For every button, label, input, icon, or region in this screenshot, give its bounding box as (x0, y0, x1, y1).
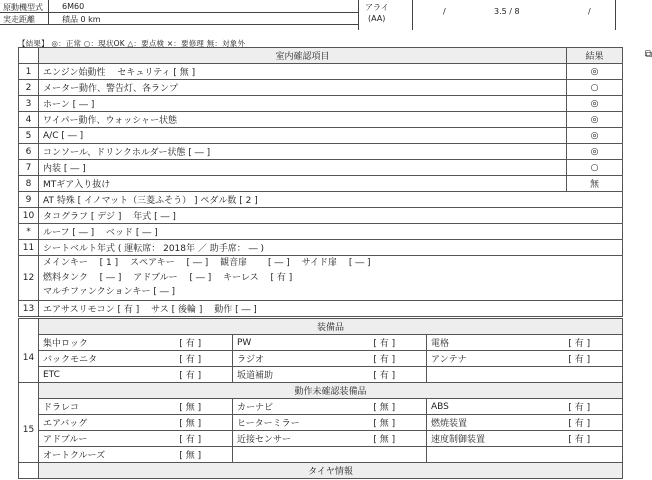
equipment-value (537, 367, 623, 383)
row-number: 7 (19, 160, 39, 176)
row-text: エアサスリモコン [ 有 ] サス [ 後輪 ] 動作 [ ― ] (39, 301, 623, 317)
equipment-value: [ 有 ] (537, 415, 623, 431)
row-result: ◎ (567, 64, 623, 80)
row-result: ◎ (567, 112, 623, 128)
row-text: 内装 [ ― ] (39, 160, 567, 176)
equipment-name: ABS (427, 399, 537, 415)
equipment-name: ドラレコ (39, 399, 149, 415)
equipment-value: [ 無 ] (343, 399, 427, 415)
row-text: メーター動作、警告灯、各ランプ (39, 80, 567, 96)
equipment-value: [ 有 ] (537, 399, 623, 415)
equipment-row (19, 351, 623, 367)
equipment-value: [ 有 ] (149, 431, 233, 447)
check-row (19, 301, 623, 317)
equipment-value: [ 有 ] (343, 367, 427, 383)
equipment-name: 坂道補助 (233, 367, 343, 383)
row-text: ルーフ [ ― ] ベッド [ ― ] (39, 224, 623, 240)
unverified-title: 動作未確認装備品 (39, 383, 623, 399)
row-number: 2 (19, 80, 39, 96)
equipment-row (19, 335, 623, 351)
row-number: 10 (19, 208, 39, 224)
row-text: コンソール、ドリンクホルダー状態 [ ― ] (39, 144, 567, 160)
equipment-name: アンテナ (427, 351, 537, 367)
equipment-name: ラジオ (233, 351, 343, 367)
equipment-row (19, 367, 623, 383)
mileage-label: 実走距離 (3, 15, 35, 24)
equipment-name: 燃焼装置 (427, 415, 537, 431)
equipment-value: [ 無 ] (149, 415, 233, 431)
check-row (19, 80, 623, 96)
tire-title: タイヤ情報 (39, 463, 623, 479)
equipment-value: [ 有 ] (537, 351, 623, 367)
row-text: ホーン [ ― ] (39, 96, 567, 112)
header-result-label: 結果 (585, 52, 604, 62)
row-number: 11 (19, 240, 39, 256)
check-row (19, 144, 623, 160)
dry-label: アライ (365, 3, 389, 12)
unverified-row (19, 431, 623, 447)
equipment-value: [ 無 ] (343, 415, 427, 431)
equipment-table (18, 318, 623, 383)
equipment-name: 電格 (427, 335, 537, 351)
equipment-name: バックモニタ (39, 351, 149, 367)
row-number: 14 (19, 335, 39, 383)
dry-sub: (AA) (368, 14, 386, 23)
copy-icon[interactable]: ⧉ (644, 49, 652, 60)
equipment-name: 近接センサー (233, 431, 343, 447)
row-number: 1 (19, 64, 39, 80)
equipment-name: オートクルーズ (39, 447, 149, 463)
row-number: 8 (19, 176, 39, 192)
equipment-name (233, 447, 343, 463)
check-row (19, 224, 623, 240)
equipment-name: エアバッグ (39, 415, 149, 431)
unverified-row (19, 415, 623, 431)
equipment-name: ヒーターミラー (233, 415, 343, 431)
row-result: ◎ (567, 144, 623, 160)
equipment-name: アドブルー (39, 431, 149, 447)
interior-check-table (18, 47, 652, 317)
check-row (19, 96, 623, 112)
check-row (19, 240, 623, 256)
row-number: 4 (19, 112, 39, 128)
equipment-value: [ 有 ] (149, 335, 233, 351)
tire-info-table (18, 462, 623, 479)
equipment-value: [ 無 ] (149, 399, 233, 415)
row-result: ◎ (567, 128, 623, 144)
row-text: MTギア入り抜け (39, 176, 567, 192)
engine-label: 原動機型式 (3, 3, 43, 12)
key-row (19, 256, 623, 301)
row-result: 無 (567, 176, 623, 192)
equipment-name: 速度制御装置 (427, 431, 537, 447)
key-line-2: 燃料タンク [ ― ] アドブルー [ ― ] キーレス [ 有 ] (43, 272, 293, 283)
equipment-name: ETC (39, 367, 149, 383)
equipment-name (427, 447, 537, 463)
equipment-name: PW (233, 335, 343, 351)
dry-slash-1: / (443, 7, 446, 16)
header-result (567, 48, 652, 64)
check-row (19, 208, 623, 224)
equipment-value: [ 有 ] (343, 351, 427, 367)
row-result: ○ (567, 160, 623, 176)
check-row (19, 160, 623, 176)
row-number: 9 (19, 192, 39, 208)
row-number: * (19, 224, 39, 240)
unverified-row (19, 399, 623, 415)
equipment-name (427, 367, 537, 383)
key-line-3: マルチファンクションキー [ ― ] (43, 287, 176, 298)
equipment-value: [ 有 ] (537, 335, 623, 351)
legend: 【結果】 ◎：正常 ○：現状OK △：要点検 ×：要修理 無：対象外 (18, 39, 246, 48)
unverified-row (19, 447, 623, 463)
equipment-value: [ 有 ] (537, 431, 623, 447)
check-row (19, 176, 623, 192)
equipment-title: 装備品 (39, 319, 623, 335)
row-result: ○ (567, 80, 623, 96)
mileage-value: 積品 0 km (62, 15, 101, 24)
row-text: ワイパー動作、ウォッシャー状態 (39, 112, 567, 128)
unverified-equipment-table (18, 382, 623, 463)
row-result: ◎ (567, 96, 623, 112)
check-row (19, 128, 623, 144)
equipment-value: [ 有 ] (149, 351, 233, 367)
row-number: 15 (19, 399, 39, 463)
row-text: タコグラフ [ デジ ] 年式 [ ― ] (39, 208, 623, 224)
check-row (19, 112, 623, 128)
row-number: 12 (19, 256, 39, 301)
check-row (19, 192, 623, 208)
row-text: シートベルト年式 ( 運転席： 2018年 ／ 助手席： ― ) (39, 240, 623, 256)
header-title: 室内確認項目 (39, 48, 567, 64)
row-text: AT 特殊 [ イノマット（三菱ふそう） ] ペダル数 [ 2 ] (39, 192, 623, 208)
engine-value: 6M60 (62, 2, 85, 11)
row-number: 3 (19, 96, 39, 112)
row-text: A/C [ ― ] (39, 128, 567, 144)
equipment-name: 集中ロック (39, 335, 149, 351)
equipment-value: [ 無 ] (343, 431, 427, 447)
row-number: 6 (19, 144, 39, 160)
equipment-value (343, 447, 427, 463)
key-line-1: メインキー [ 1 ] スペアキー [ ― ] 観音扉 [ ― ] サイド扉 [ ― ] (43, 258, 371, 269)
dry-value: 3.5 / 8 (494, 7, 520, 16)
row-text: エンジン始動性 セキュリティ [ 無 ] (39, 64, 567, 80)
equipment-value: [ 有 ] (343, 335, 427, 351)
equipment-value (537, 447, 623, 463)
row-number: 13 (19, 301, 39, 317)
equipment-name: カーナビ (233, 399, 343, 415)
top-info (0, 0, 640, 30)
dry-slash-2: / (588, 7, 591, 16)
equipment-value: [ 有 ] (149, 367, 233, 383)
check-row (19, 64, 623, 80)
row-number: 5 (19, 128, 39, 144)
key-details (39, 256, 623, 301)
equipment-value: [ 無 ] (149, 447, 233, 463)
